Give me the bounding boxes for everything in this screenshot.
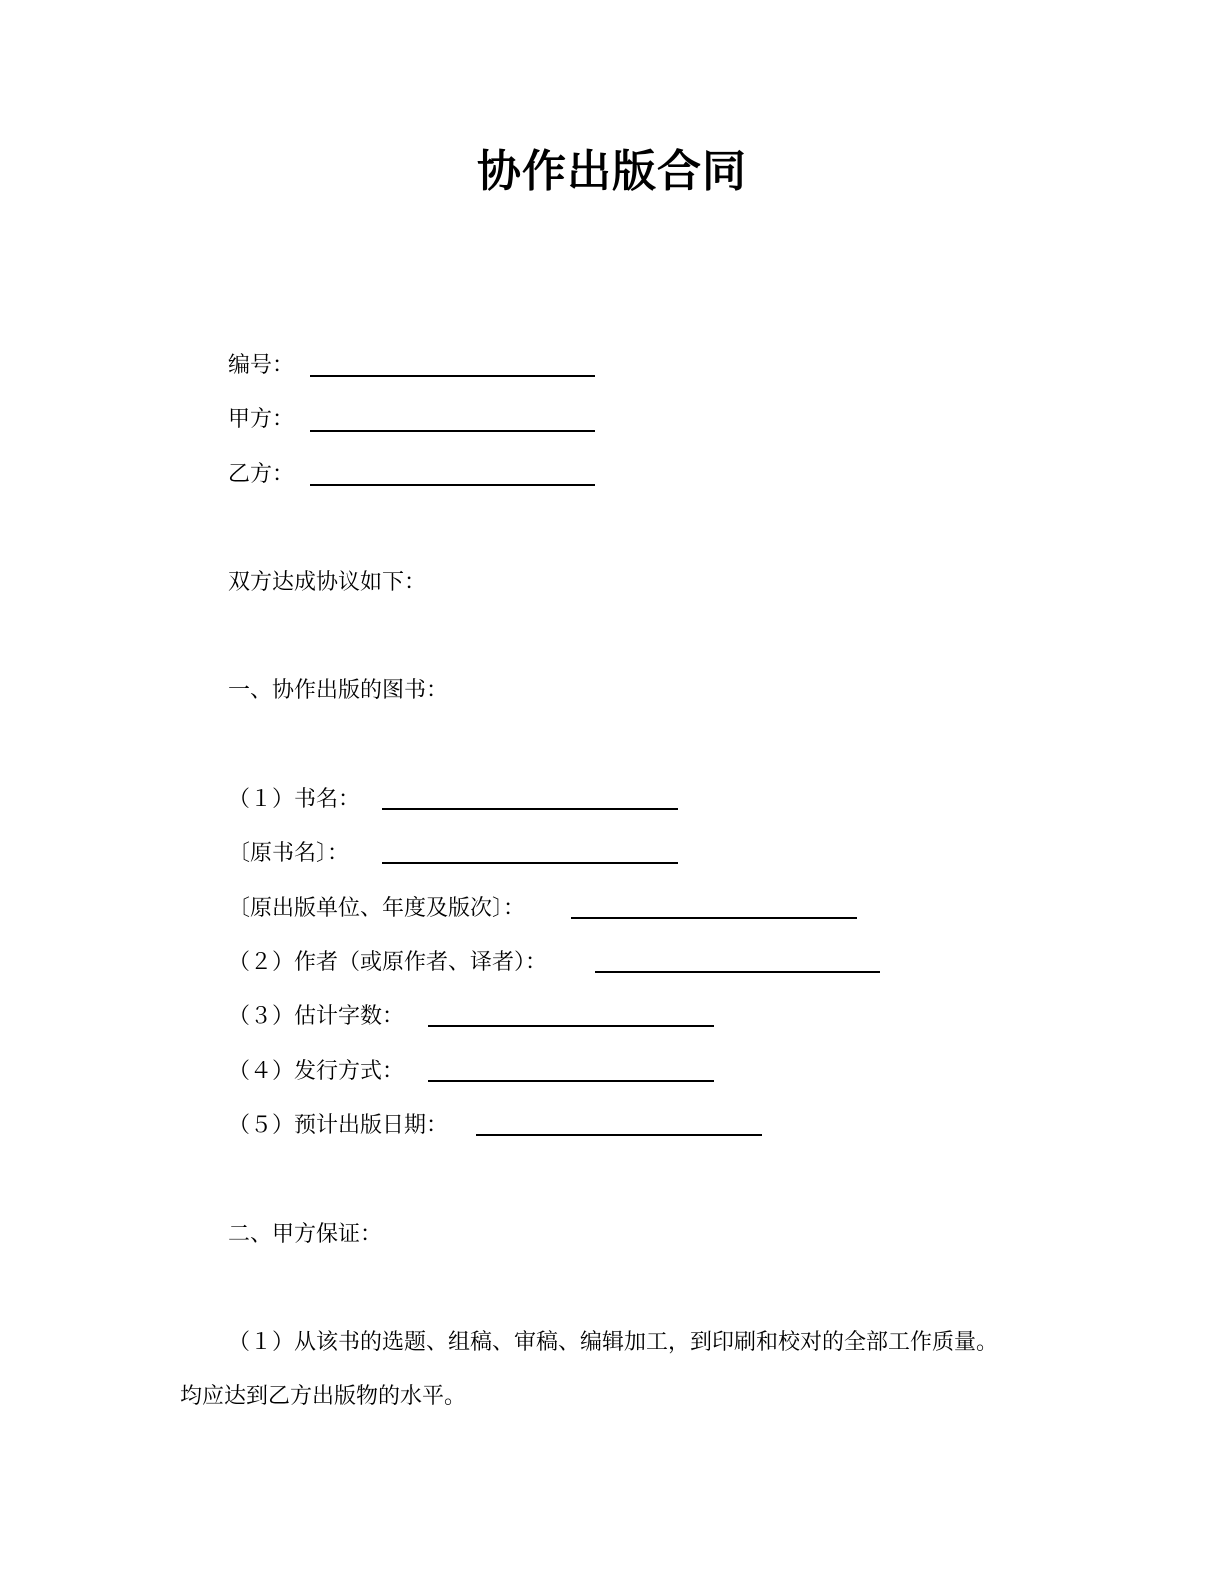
publish-date-blank[interactable] — [476, 1134, 762, 1136]
distribution-method-blank[interactable] — [428, 1080, 714, 1082]
field-author — [228, 948, 547, 978]
field-label: 〔原书名〕： — [228, 841, 350, 866]
section-2-paragraph-1-line-2: 均应达到乙方出版物的水平。 — [180, 1384, 467, 1409]
section-1-heading: 一、协作出版的图书： — [228, 678, 449, 703]
field-label: （１）书名： — [228, 787, 361, 812]
field-label: （５）预计出版日期： — [228, 1113, 449, 1138]
field-label: （３）估计字数： — [228, 1004, 405, 1029]
field-contract-number — [228, 351, 294, 381]
field-label: 乙方： — [228, 462, 295, 487]
party-b-blank[interactable] — [310, 484, 595, 486]
author-blank[interactable] — [595, 971, 880, 973]
field-label: （４）发行方式： — [228, 1059, 405, 1084]
field-party-b — [228, 460, 294, 490]
field-label: 编号： — [228, 353, 295, 378]
book-title-blank[interactable] — [382, 808, 678, 810]
field-original-publisher — [228, 894, 525, 924]
section-2-heading: 二、甲方保证： — [228, 1222, 383, 1247]
contract-number-blank[interactable] — [310, 375, 595, 377]
field-book-title — [228, 785, 360, 815]
field-label: （２）作者（或原作者、译者）： — [228, 950, 548, 975]
field-label: 甲方： — [228, 407, 295, 432]
field-label: 〔原出版单位、年度及版次〕： — [228, 896, 526, 921]
field-original-title — [228, 839, 349, 869]
document-title: 协作出版合同 — [477, 146, 747, 197]
original-publisher-blank[interactable] — [571, 917, 857, 919]
section-2-paragraph-1-line-1: （１）从该书的选题、组稿、审稿、编辑加工，到印刷和校对的全部工作质量。 — [228, 1330, 999, 1355]
field-distribution-method — [228, 1057, 404, 1087]
field-party-a — [228, 405, 294, 435]
intro-text: 双方达成协议如下： — [228, 570, 427, 595]
original-title-blank[interactable] — [382, 862, 678, 864]
party-a-blank[interactable] — [310, 430, 595, 432]
field-word-count — [228, 1002, 404, 1032]
field-publish-date — [228, 1111, 448, 1141]
word-count-blank[interactable] — [428, 1025, 714, 1027]
